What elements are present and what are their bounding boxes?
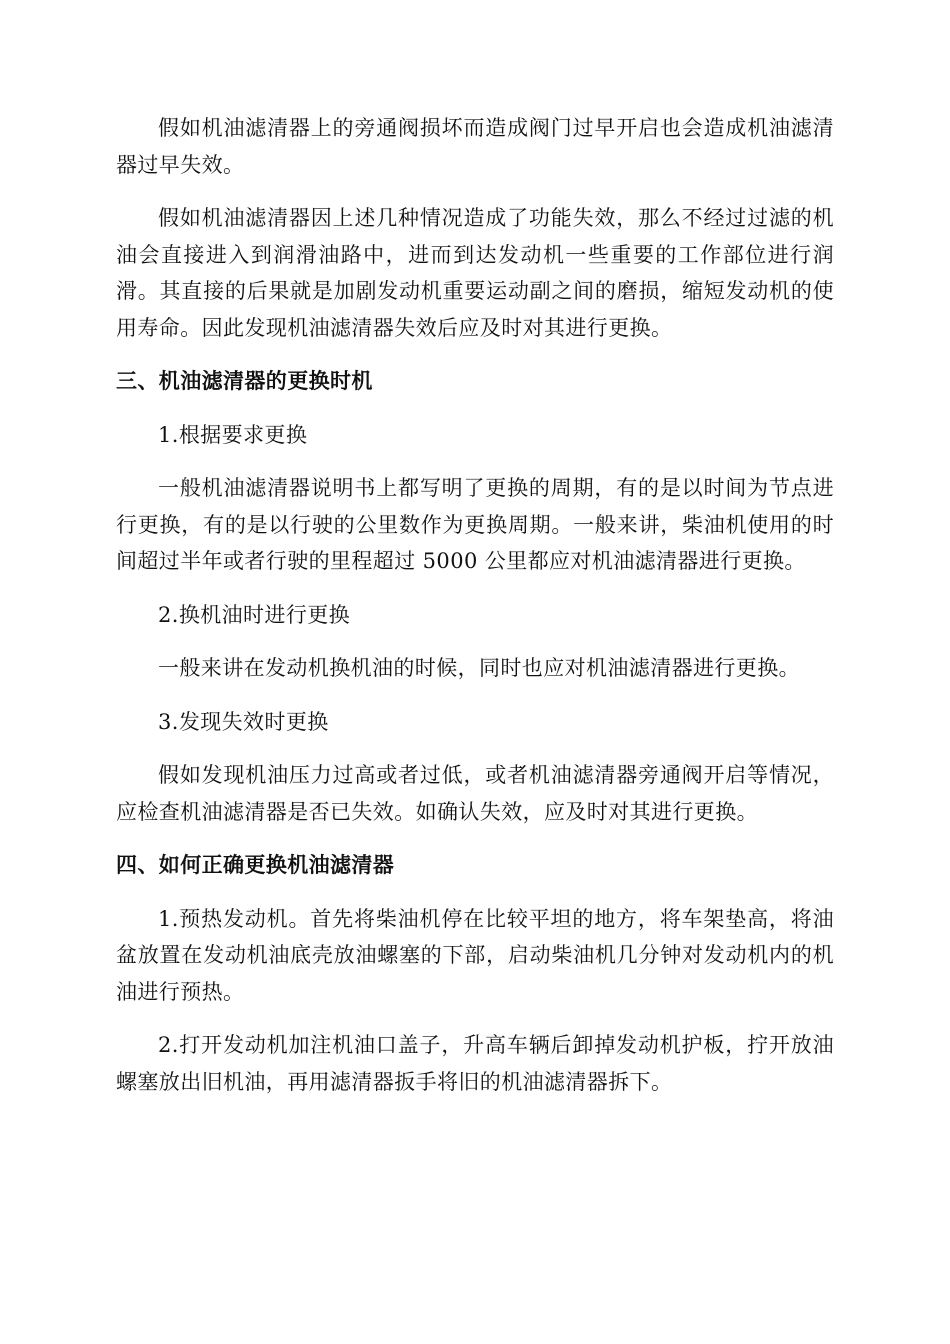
paragraph-replacement-cycle: 一般机油滤清器说明书上都写明了更换的周期，有的是以时间为节点进行更换，有的是以行驶的公里数作为更换周期。一般来讲，柴油机使用的时间超过半年或者行驶的里程超过 5000 公里都应对机油滤清器进行更换。: [116, 476, 834, 573]
document-page: [116, 110, 834, 1100]
paragraph-step-preheat: 1.预热发动机。首先将柴油机停在比较平坦的地方，将车架垫高，将油盆放置在发动机油底壳放油螺塞的下部，启动柴油机几分钟对发动机内的机油进行预热。: [116, 906, 834, 1004]
paragraph-check-failure: 假如发现机油压力过高或者过低，或者机油滤清器旁通阀开启等情况，应检查机油滤清器是否已失效。如确认失效，应及时对其进行更换。: [116, 763, 834, 824]
subheading-with-oil-change: 2.换机油时进行更换: [158, 602, 351, 627]
paragraph-oil-change: 一般来讲在发动机换机油的时候，同时也应对机油滤清器进行更换。: [158, 656, 800, 680]
section-heading-how-to-replace: 四、如何正确更换机油滤清器: [116, 853, 395, 877]
paragraph-step-drain-oil: 2.打开发动机加注机油口盖子，升高车辆后卸掉发动机护板，拧开放油螺塞放出旧机油，再用滤清器扳手将旧的机油滤清器拆下。: [116, 1033, 834, 1094]
section-heading-replacement-timing: 三、机油滤清器的更换时机: [116, 369, 373, 393]
paragraph-failure-consequence: 假如机油滤清器因上述几种情况造成了功能失效，那么不经过过滤的机油会直接进入到润滑油路中，进而到达发动机一些重要的工作部位进行润滑。其直接的后果就是加剧发动机重要运动副之间的磨损，缩短发动机的使用寿命。因此发现机油滤清器失效后应及时对其进行更换。: [116, 206, 834, 340]
subheading-by-requirement: 1.根据要求更换: [158, 422, 308, 447]
paragraph-bypass-valve: 假如机油滤清器上的旁通阀损坏而造成阀门过早开启也会造成机油滤清器过早失效。: [116, 116, 834, 177]
subheading-on-failure: 3.发现失效时更换: [158, 709, 329, 734]
